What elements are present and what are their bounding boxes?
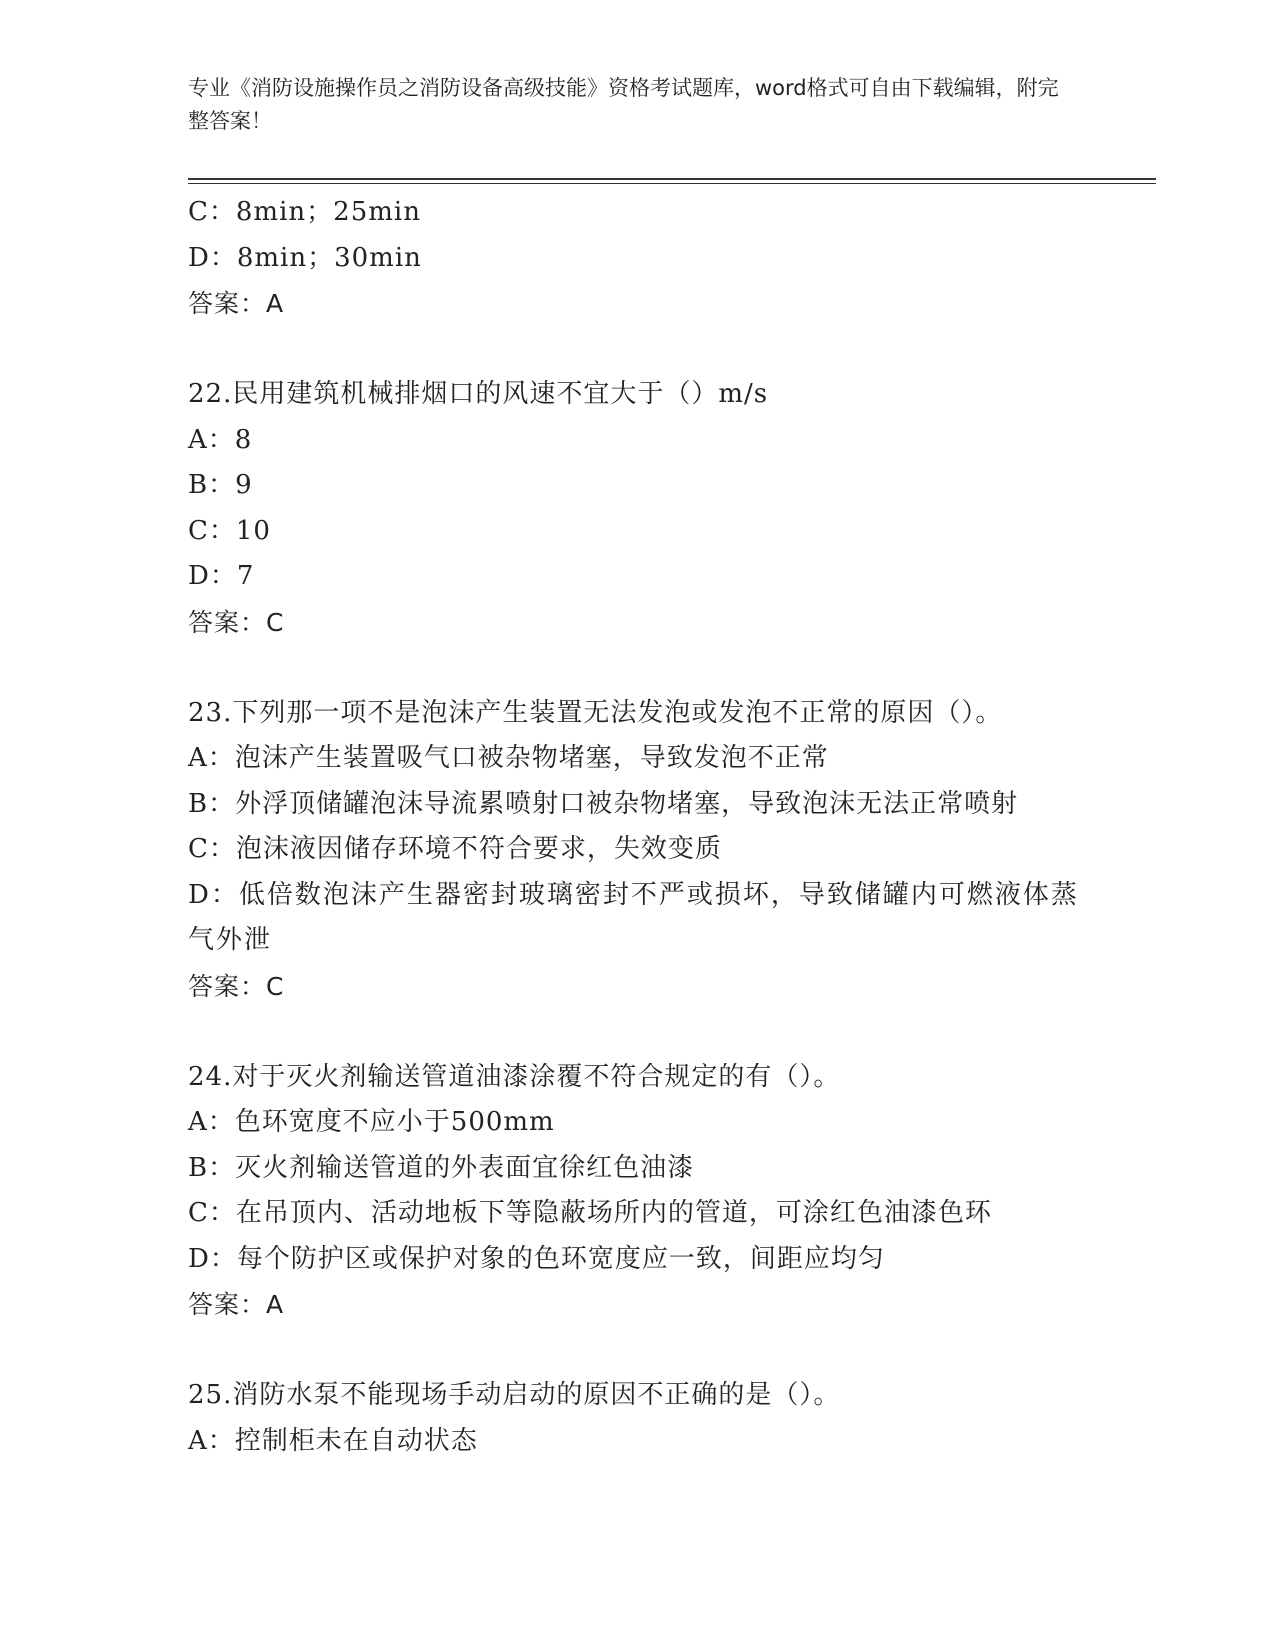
- answer-line: 答案：A: [188, 289, 285, 318]
- option-a: A：色环宽度不应小于500mm: [188, 1107, 555, 1137]
- question-24: [188, 1055, 1088, 1328]
- question-stem: 25.消防水泵不能现场手动启动的原因不正确的是（）。: [188, 1380, 841, 1410]
- header-divider: [188, 178, 1156, 184]
- option-c: C：10: [188, 515, 271, 546]
- option-b: B：灭火剂输送管道的外表面宜徐红色油漆: [188, 1152, 695, 1183]
- option-d: D：7: [188, 561, 255, 591]
- header-text: 专业《消防设施操作员之消防设备高级技能》资格考试题库，word格式可自由下载编辑，附完整答案！: [188, 76, 1059, 133]
- question-stem: 22.民用建筑机械排烟口的风速不宜大于（）m/s: [188, 379, 769, 409]
- option-a: A：控制柜未在自动状态: [188, 1425, 478, 1456]
- document-header: [188, 72, 1068, 138]
- continued-question: [188, 190, 1088, 327]
- answer-line: 答案：C: [188, 607, 285, 637]
- option-c: C：在吊顶内、活动地板下等隐蔽场所内的管道，可涂红色油漆色环: [188, 1198, 992, 1228]
- option-b: B：外浮顶储罐泡沫导流累喷射口被杂物堵塞，导致泡沫无法正常喷射: [188, 788, 1019, 819]
- option-a: A：泡沫产生装置吸气口被杂物堵塞，导致发泡不正常: [188, 743, 829, 773]
- question-22: [188, 372, 1088, 645]
- question-stem: 23.下列那一项不是泡沫产生装置无法发泡或发泡不正常的原因（）。: [188, 697, 1003, 728]
- option-c: C：8min；25min: [188, 197, 421, 227]
- answer-line: 答案：C: [188, 971, 285, 1001]
- question-25: [188, 1373, 1088, 1464]
- option-d: D：低倍数泡沫产生器密封玻璃密封不严或损坏，导致储罐内可燃液体蒸气外泄: [188, 879, 1079, 955]
- answer-line: 答案：A: [188, 1290, 285, 1319]
- question-list: [188, 190, 1088, 1464]
- option-d: D：8min；30min: [188, 242, 422, 273]
- option-a: A：8: [188, 424, 253, 455]
- option-c: C：泡沫液因储存环境不符合要求，失效变质: [188, 834, 722, 864]
- question-stem: 24.对于灭火剂输送管道油漆涂覆不符合规定的有（）。: [188, 1061, 841, 1092]
- option-b: B：9: [188, 470, 253, 500]
- question-23: [188, 691, 1088, 1010]
- option-d: D：每个防护区或保护对象的色环宽度应一致，间距应均匀: [188, 1243, 885, 1274]
